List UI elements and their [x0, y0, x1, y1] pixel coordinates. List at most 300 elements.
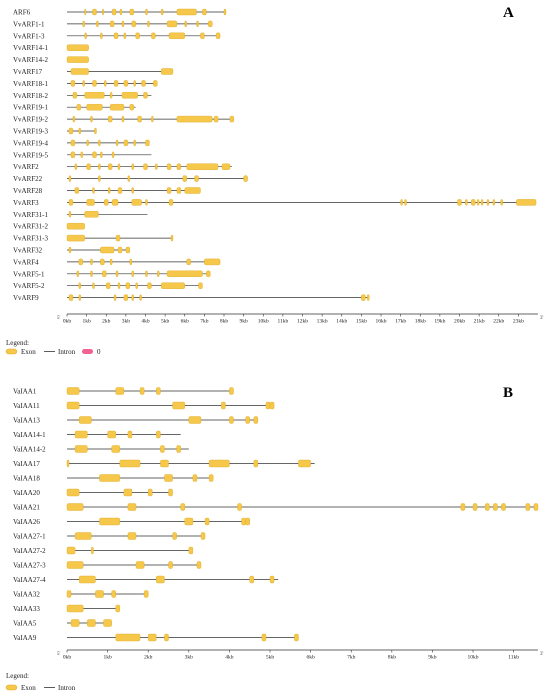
exon-block	[118, 247, 122, 253]
exon-block	[112, 199, 118, 205]
exon-block	[130, 9, 134, 15]
exon-block	[116, 634, 140, 641]
gene-row-vvarf18-2	[13, 92, 151, 100]
exon-block	[164, 634, 168, 641]
exon-block	[161, 283, 185, 289]
exon-block	[126, 283, 130, 289]
axis-tick-label: 1kb	[103, 654, 112, 661]
panel-a-five-prime: 5'	[57, 316, 61, 321]
exon-block	[83, 21, 85, 27]
exon-block	[214, 116, 218, 122]
panel-a-legend-exon-label: Exon	[21, 348, 36, 356]
exon-block	[151, 116, 153, 122]
exon-block	[120, 9, 122, 15]
exon-block	[100, 247, 114, 253]
exon-block	[204, 259, 220, 265]
exon-block	[110, 104, 124, 110]
exon-block	[161, 9, 163, 15]
gene-label: VvARF31-3	[13, 234, 49, 243]
exon-block	[140, 388, 144, 395]
gene-row-vvarf19-4	[13, 139, 149, 147]
gene-row-vaiaa11	[13, 402, 274, 410]
exon-block	[197, 21, 199, 27]
gene-label: VaIAA21	[13, 503, 40, 512]
gene-label: VvARF19-4	[13, 139, 49, 148]
exon-block	[67, 489, 79, 496]
gene-label: VvARF17	[13, 68, 43, 76]
gene-row-vaiaa27-2	[13, 547, 193, 555]
exon-block	[361, 295, 365, 301]
exon-block	[87, 104, 103, 110]
exon-block	[146, 271, 148, 277]
gene-row-vvarf19-1	[13, 104, 136, 112]
exon-block	[132, 21, 136, 27]
exon-block	[67, 460, 69, 467]
gene-row-vvarf31-2	[13, 223, 85, 231]
exon-block	[100, 259, 104, 265]
axis-tick-label: 22kb	[493, 318, 505, 325]
exon-block	[246, 518, 250, 525]
exon-block	[134, 140, 136, 146]
gene-label: VaIAA9	[13, 634, 37, 642]
exon-block	[73, 92, 77, 98]
exon-block	[167, 21, 177, 27]
exon-block	[164, 475, 172, 482]
gene-label: ARF6	[13, 8, 31, 17]
exon-block	[79, 417, 91, 424]
exon-block	[208, 21, 212, 27]
exon-block	[118, 164, 120, 170]
exon-block	[181, 504, 185, 511]
exon-block	[173, 402, 185, 409]
exon-block	[177, 9, 197, 15]
exon-block	[270, 402, 274, 409]
exon-block	[169, 199, 173, 205]
exon-block	[195, 176, 199, 182]
exon-block	[104, 80, 106, 86]
gene-row-vvarf1-1	[13, 20, 212, 28]
exon-block	[69, 176, 71, 182]
gene-label: VaIAA20	[13, 489, 40, 497]
panel-b-legend-intron-label: Intron	[58, 684, 76, 692]
axis-tick-label: 1kb	[82, 318, 91, 325]
exon-block	[93, 152, 97, 158]
exon-block	[124, 33, 126, 39]
gene-label: VvARF22	[13, 175, 43, 184]
exon-block	[138, 116, 142, 122]
gene-label: VaIAA27-3	[13, 561, 46, 570]
exon-block	[128, 431, 132, 438]
axis-tick-label: 20kb	[454, 318, 465, 325]
gene-label: VvARF18-2	[13, 91, 49, 100]
axis-tick-label: 14kb	[336, 318, 348, 325]
exon-block	[126, 247, 130, 253]
gene-label: VvARF19-5	[13, 151, 49, 160]
axis-tick-label: 2kb	[102, 318, 111, 325]
exon-block	[93, 80, 97, 86]
gene-label: VaIAA27-2	[13, 547, 46, 555]
panel-a-legend-exon-swatch	[6, 349, 17, 354]
exon-block	[67, 402, 79, 409]
exon-block	[187, 259, 191, 265]
exon-block	[81, 152, 83, 158]
exon-block	[209, 475, 213, 482]
axis-tick-label: 0kb	[62, 654, 72, 661]
exon-block	[526, 504, 530, 511]
panel-b-legend-exon-swatch	[6, 685, 17, 690]
exon-block	[108, 116, 112, 122]
exon-block	[112, 446, 120, 453]
axis-tick-label: 11kb	[277, 318, 289, 325]
gene-row-vvarf31-1	[13, 211, 147, 219]
gene-label: VvARF32	[13, 246, 43, 255]
exon-block	[99, 475, 119, 482]
axis-tick-label: 17kb	[395, 318, 407, 325]
exon-block	[96, 21, 98, 27]
exon-block	[185, 21, 187, 27]
exon-block	[185, 188, 201, 194]
gene-label: VvARF3	[13, 198, 39, 207]
gene-row-arf6	[13, 9, 226, 17]
exon-block	[144, 92, 148, 98]
exon-block	[169, 33, 185, 39]
exon-block	[151, 33, 155, 39]
exon-block	[93, 188, 95, 194]
gene-label: VvARF31-2	[13, 222, 49, 231]
panel-a-gene-rows	[13, 9, 536, 303]
gene-row-vvarf14-2	[13, 56, 89, 64]
exon-block	[461, 504, 465, 511]
exon-block	[209, 460, 229, 467]
axis-tick-label: 12kb	[297, 318, 308, 325]
exon-block	[67, 388, 79, 395]
exon-block	[75, 431, 87, 438]
exon-block	[87, 199, 95, 205]
exon-block	[132, 295, 134, 301]
exon-block	[67, 547, 75, 554]
exon-block	[161, 69, 173, 75]
gene-row-vvarf5-1	[13, 270, 210, 278]
gene-row-vaiaa18	[13, 475, 213, 483]
axis-tick-label: 4kb	[225, 654, 234, 661]
exon-block	[118, 283, 120, 289]
exon-block	[112, 9, 116, 15]
panel-a-scale-axis	[63, 314, 538, 325]
exon-block	[69, 211, 71, 217]
panel-a-legend	[6, 339, 101, 356]
exon-block	[189, 417, 201, 424]
exon-block	[501, 199, 503, 205]
exon-block	[294, 634, 298, 641]
axis-tick-label: 15kb	[355, 318, 367, 325]
exon-block	[177, 188, 181, 194]
exon-block	[71, 620, 79, 627]
gene-label: VaIAA33	[13, 605, 40, 613]
panel-b-legend	[6, 672, 76, 692]
gene-label: VvARF19-3	[13, 127, 49, 136]
gene-label: VaIAA27-1	[13, 532, 46, 541]
gene-label: VvARF14-1	[13, 44, 49, 53]
exon-block	[69, 199, 73, 205]
axis-tick-label: 19kb	[434, 318, 446, 325]
axis-tick-label: 6kb	[180, 318, 189, 325]
gene-label: VaIAA17	[13, 460, 40, 468]
panel-a-letter: A	[503, 5, 514, 21]
gene-label: VaIAA14-2	[13, 445, 46, 454]
exon-block	[128, 176, 130, 182]
exon-block	[71, 69, 89, 75]
exon-block	[222, 164, 230, 170]
gene-row-vvarf18-1	[13, 80, 157, 88]
panel-a-three-prime: 3'	[540, 316, 544, 321]
exon-block	[116, 271, 118, 277]
exon-block	[136, 562, 144, 569]
exon-block	[98, 176, 100, 182]
exon-block	[134, 80, 136, 86]
exon-block	[481, 199, 483, 205]
exon-block	[224, 9, 226, 15]
exon-block	[71, 80, 75, 86]
exon-block	[177, 446, 181, 453]
exon-block	[146, 9, 148, 15]
gene-label: VvARF2	[13, 163, 39, 172]
panel-a-legend-other-label: 0	[97, 348, 101, 356]
gene-label: VvARF14-2	[13, 56, 49, 65]
exon-block	[87, 164, 91, 170]
exon-block	[202, 9, 206, 15]
exon-block	[254, 460, 258, 467]
gene-row-vvarf19-2	[13, 116, 234, 124]
exon-block	[116, 605, 120, 612]
exon-block	[254, 417, 258, 424]
exon-block	[77, 271, 79, 277]
exon-block	[270, 576, 274, 583]
gene-label: VvARF31-1	[13, 210, 49, 219]
axis-tick-label: 2kb	[144, 654, 153, 661]
exon-block	[185, 518, 193, 525]
gene-label: VvARF1-1	[13, 20, 45, 29]
exon-block	[122, 116, 124, 122]
exon-block	[128, 504, 136, 511]
exon-block	[471, 199, 475, 205]
axis-tick-label: 3kb	[121, 318, 130, 325]
exon-block	[142, 80, 146, 86]
exon-block	[367, 295, 369, 301]
exon-block	[144, 164, 148, 170]
exon-block	[250, 576, 254, 583]
exon-block	[473, 504, 477, 511]
exon-block	[242, 518, 246, 525]
exon-block	[67, 45, 89, 51]
gene-label: VaIAA27-4	[13, 576, 46, 584]
axis-tick-label: 3kb	[184, 654, 193, 661]
exon-block	[118, 188, 122, 194]
exon-block	[501, 504, 505, 511]
exon-block	[124, 489, 132, 496]
exon-block	[238, 504, 242, 511]
exon-block	[169, 489, 173, 496]
exon-block	[108, 164, 112, 170]
exon-block	[85, 92, 105, 98]
gene-label: VaIAA26	[13, 518, 40, 526]
exon-block	[87, 620, 95, 627]
axis-tick-label: 7kb	[200, 318, 209, 325]
exon-block	[95, 591, 103, 598]
gene-row-vaiaa17	[13, 460, 315, 468]
exon-block	[69, 295, 73, 301]
gene-row-vvarf14-1	[13, 44, 89, 52]
gene-label: VaIAA18	[13, 474, 40, 483]
gene-row-vaiaa27-3	[13, 562, 201, 570]
exon-block	[465, 199, 467, 205]
exon-block	[102, 271, 106, 277]
gene-label: VvARF9	[13, 294, 39, 303]
exon-block	[114, 33, 118, 39]
panel-a	[6, 5, 544, 356]
exon-block	[167, 271, 202, 277]
gene-row-vvarf32	[13, 247, 130, 255]
exon-block	[130, 259, 132, 265]
panel-b-scale-axis	[63, 650, 538, 661]
gene-label: VvARF19-2	[13, 115, 49, 124]
exon-block	[477, 199, 479, 205]
exon-block	[206, 271, 210, 277]
panel-b-legend-exon-label: Exon	[21, 684, 36, 692]
exon-block	[493, 504, 497, 511]
exon-block	[485, 504, 489, 511]
gene-label: VaIAA1	[13, 387, 37, 396]
panel-b-legend-title: Legend:	[6, 672, 29, 680]
exon-block	[146, 140, 150, 146]
gene-row-vvarf2	[13, 163, 232, 171]
exon-block	[132, 164, 134, 170]
exon-block	[110, 92, 112, 98]
exon-block	[173, 533, 177, 540]
exon-block	[71, 140, 75, 146]
axis-tick-label: 10kb	[257, 318, 269, 325]
exon-block	[132, 199, 142, 205]
exon-block	[156, 388, 160, 395]
axis-tick-label: 9kb	[428, 654, 437, 661]
exon-block	[93, 9, 97, 15]
exon-block	[147, 21, 149, 27]
gene-row-vaiaa33	[13, 605, 120, 613]
exon-block	[405, 199, 407, 205]
gene-row-vvarf4	[13, 258, 220, 266]
gene-label: VvARF1-3	[13, 32, 45, 41]
axis-tick-label: 23kb	[512, 318, 524, 325]
exon-block	[100, 33, 102, 39]
exon-block	[401, 199, 403, 205]
exon-block	[147, 283, 151, 289]
exon-block	[116, 140, 118, 146]
exon-block	[69, 247, 71, 253]
gene-row-vvarf17	[13, 68, 173, 76]
exon-block	[124, 295, 128, 301]
exon-block	[534, 504, 538, 511]
exon-block	[160, 446, 164, 453]
exon-block	[177, 164, 181, 170]
exon-block	[156, 431, 160, 438]
exon-block	[516, 199, 536, 205]
axis-tick-label: 5kb	[265, 654, 275, 661]
exon-block	[167, 164, 171, 170]
exon-block	[230, 116, 234, 122]
exon-block	[157, 271, 159, 277]
exon-block	[87, 140, 89, 146]
exon-block	[493, 199, 495, 205]
gene-label: VvARF5-1	[13, 270, 45, 279]
exon-block	[98, 164, 100, 170]
gene-row-vvarf5-2	[13, 282, 202, 290]
axis-tick-label: 6kb	[306, 654, 315, 661]
exon-block	[108, 188, 110, 194]
axis-tick-label: 8kb	[219, 318, 229, 325]
gene-row-vaiaa13	[13, 417, 258, 425]
exon-block	[91, 271, 93, 277]
panel-a-legend-title: Legend:	[6, 339, 29, 347]
gene-row-vaiaa26	[13, 518, 250, 526]
axis-tick-label: 7kb	[347, 654, 356, 661]
gene-row-vvarf19-5	[13, 151, 151, 159]
exon-block	[104, 199, 108, 205]
exon-block	[67, 605, 83, 612]
exon-block	[71, 152, 75, 158]
exon-block	[108, 431, 116, 438]
gene-row-vaiaa1	[13, 388, 233, 396]
exon-block	[91, 116, 93, 122]
exon-block	[79, 295, 81, 301]
exon-block	[100, 152, 102, 158]
gene-row-vaiaa5	[13, 620, 112, 628]
axis-tick-label: 11kb	[508, 654, 520, 661]
gene-row-vaiaa14-2	[13, 446, 189, 454]
exon-block	[183, 176, 187, 182]
exon-block	[85, 9, 86, 15]
gene-label: VaIAA5	[13, 619, 37, 628]
exon-block	[171, 235, 173, 241]
gene-label: VaIAA13	[13, 416, 40, 425]
gene-row-vaiaa32	[13, 591, 148, 599]
exon-block	[75, 446, 87, 453]
exon-block	[79, 128, 81, 134]
panel-b-five-prime: 5'	[57, 652, 61, 657]
axis-tick-label: 8kb	[387, 654, 396, 661]
axis-tick-label: 16kb	[375, 318, 387, 325]
exon-block	[75, 164, 77, 170]
exon-block	[229, 417, 233, 424]
exon-block	[102, 9, 103, 15]
exon-block	[124, 140, 128, 146]
exon-block	[67, 223, 85, 229]
gene-row-vvarf22	[13, 175, 248, 183]
panel-a-legend-other-swatch	[82, 349, 93, 354]
gene-row-vaiaa21	[13, 504, 538, 512]
exon-block	[487, 199, 489, 205]
exon-block	[93, 283, 95, 289]
exon-block	[146, 199, 148, 205]
gene-row-vvarf1-3	[13, 32, 220, 40]
gene-row-vaiaa9	[13, 634, 298, 642]
exon-block	[99, 518, 119, 525]
gene-row-vaiaa27-1	[13, 533, 205, 541]
gene-row-vvarf9	[13, 294, 369, 302]
axis-tick-label: 4kb	[141, 318, 150, 325]
exon-block	[148, 634, 156, 641]
panel-b-gene-rows	[13, 388, 538, 643]
axis-tick-label: 0kb	[62, 318, 72, 325]
exon-block	[67, 235, 85, 241]
